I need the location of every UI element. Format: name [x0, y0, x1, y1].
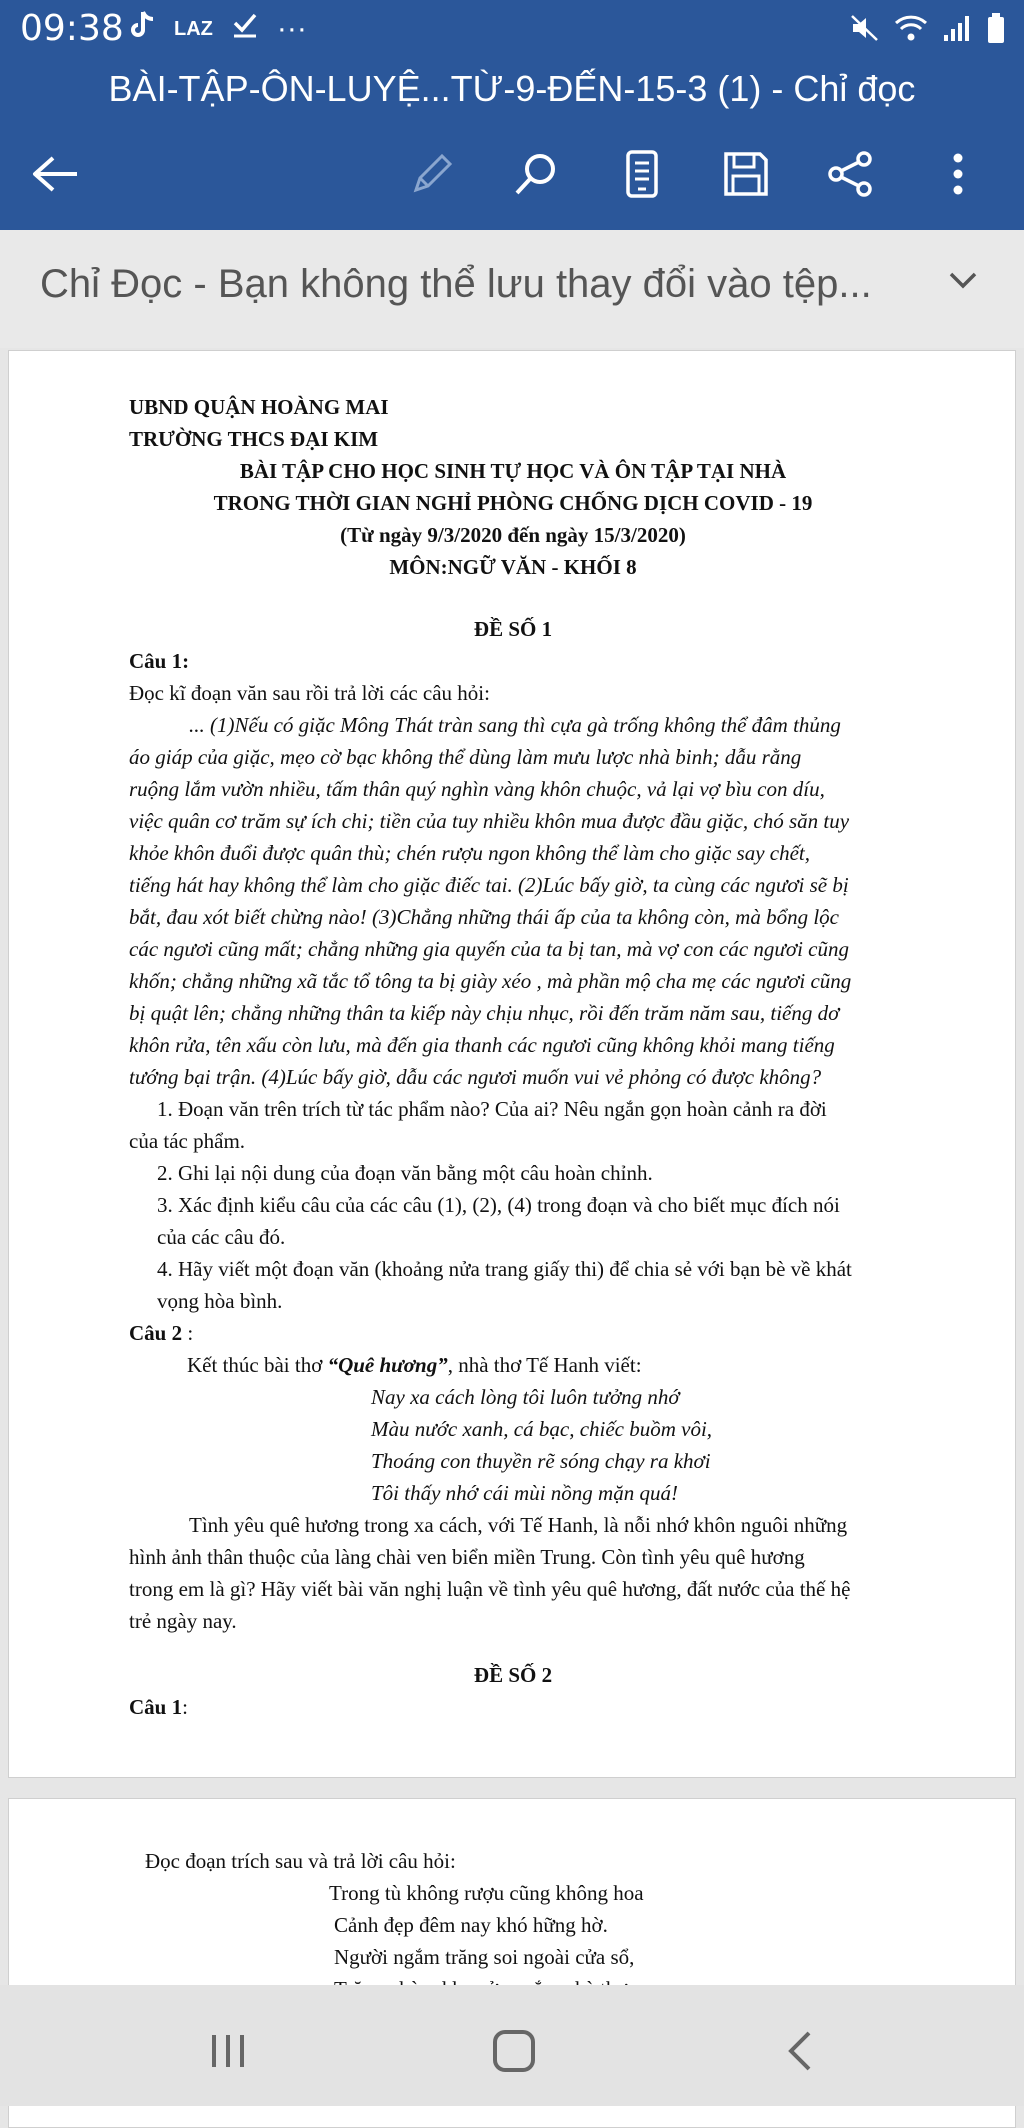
question-label-cau2: Câu 2	[129, 1321, 183, 1345]
doc-heading-2: TRONG THỜI GIAN NGHỈ PHÒNG CHỐNG DỊCH COVID - 19	[213, 491, 813, 515]
question-line: của tác phẩm.	[129, 1129, 246, 1153]
question-line: 1. Đoạn văn trên trích từ tác phẩm nào? Của ai? Nêu ngắn gọn hoàn cảnh ra đời	[157, 1097, 827, 1121]
document-title: BÀI-TẬP-ÔN-LUYỆ...TỪ-9-ĐẾN-15-3 (1) - Chỉ đọc	[108, 68, 916, 109]
passage-line: áo giáp của giặc, mẹo cờ bạc không thể dùng làm mưu lược nhà binh; dẫu rằng	[129, 745, 802, 769]
passage-line: khôn rửa, tên xấu còn lưu, mà đến gia thanh các ngươi cũng không khỏi mang tiếng	[129, 1033, 835, 1057]
p2-instruction: Đọc đoạn trích sau và trả lời câu hỏi:	[145, 1849, 456, 1873]
app-header	[0, 0, 1024, 230]
status-time: 09:38	[20, 8, 124, 49]
poem-line: Tôi thấy nhớ cái mùi nồng mặn quá!	[371, 1481, 678, 1505]
more-options-button[interactable]	[930, 146, 986, 202]
read-only-banner[interactable]	[0, 230, 1024, 348]
passage-line: tiếng hát hay không thể làm cho giặc điếc tai. (2)Lúc bấy giờ, ta cùng các ngươi sẽ bị	[129, 873, 849, 897]
passage-line: bắt, đau xót biết chừng nào! (3)Chẳng những thái ấp của ta không còn, mà bổng lộc	[129, 905, 839, 929]
essay-line: Tình yêu quê hương trong xa cách, với Tế Hanh, là nỗi nhớ khôn nguôi những	[189, 1513, 848, 1537]
more-icon	[948, 150, 968, 198]
search-button[interactable]	[508, 146, 564, 202]
p2-poem-line: Người ngắm trăng soi ngoài cửa sổ,	[334, 1945, 635, 1969]
question-label-cau1: Câu 1:	[129, 649, 190, 673]
poem-line: Thoáng con thuyền rẽ sóng chạy ra khơi	[371, 1449, 711, 1473]
edit-button[interactable]	[404, 146, 460, 202]
poem-title: “Quê hương”	[327, 1353, 448, 1377]
home-button[interactable]	[484, 2021, 544, 2081]
share-icon	[826, 150, 874, 198]
recent-apps-icon	[208, 2031, 248, 2071]
doc-heading-1: BÀI TẬP CHO HỌC SINH TỰ HỌC VÀ ÔN TẬP TẠI NHÀ	[239, 459, 787, 483]
poem-line: Nay xa cách lòng tôi luôn tưởng nhớ	[371, 1385, 680, 1409]
question-line: 2. Ghi lại nội dung của đoạn văn bằng một câu hoàn chỉnh.	[157, 1161, 653, 1185]
back-icon	[31, 154, 81, 194]
edit-pencil-icon	[408, 150, 456, 198]
recent-apps-button[interactable]	[198, 2021, 258, 2081]
question-line: vọng hòa bình.	[157, 1289, 283, 1313]
question-line: 3. Xác định kiểu câu của các câu (1), (2), (4) trong đoạn và cho biết mục đích nói	[157, 1193, 840, 1217]
cau2-intro-c: , nhà thơ Tế Hanh viết:	[447, 1353, 642, 1377]
cau2-intro-a: Kết thúc bài thơ	[187, 1353, 328, 1377]
p2-poem-line: Cảnh đẹp đêm nay khó hững hờ.	[334, 1913, 608, 1937]
passage-line: tướng bại trận. (4)Lúc bấy giờ, dẫu các ngươi muốn vui vẻ phỏng có được không?	[129, 1065, 822, 1089]
passage-line: các ngươi cũng mất; chẳng những gia quyến của ta bị tan, mà vợ con các ngươi cũng	[129, 937, 849, 961]
system-back-button[interactable]	[770, 2021, 830, 2081]
question-line: của các câu đó.	[157, 1225, 286, 1249]
signal-icon	[942, 13, 972, 48]
section-heading-de2: ĐỀ SỐ 2	[473, 1663, 553, 1687]
save-icon	[722, 150, 770, 198]
org-line-2: TRƯỜNG THCS ĐẠI KIM	[129, 427, 379, 451]
system-navigation-bar	[0, 1985, 1024, 2106]
passage-line: ... (1)Nếu có giặc Mông Thát tràn sang thì cựa gà trống không thể đâm thủng	[189, 713, 841, 737]
passage-line: khốn; chẳng những xã tắc tổ tông ta bị giày xéo , mà phần mộ cha mẹ các ngươi cũng	[129, 969, 852, 993]
search-icon	[512, 150, 560, 198]
doc-dates: (Từ ngày 9/3/2020 đến ngày 15/3/2020)	[340, 523, 686, 547]
p2-poem-line: Trong tù không rượu cũng không hoa	[329, 1881, 644, 1905]
tiktok-icon	[130, 10, 156, 48]
home-icon	[491, 2028, 537, 2074]
reading-view-button[interactable]	[614, 146, 670, 202]
essay-line: trẻ ngày nay.	[129, 1609, 237, 1633]
de2-question-line	[129, 1695, 188, 1720]
doc-subject: MÔN:NGỮ VĂN - KHỐI 8	[389, 555, 637, 579]
download-check-icon	[231, 11, 259, 47]
lazada-icon: LAZ	[174, 17, 213, 40]
org-line-1: UBND QUẬN HOÀNG MAI	[129, 395, 389, 419]
passage-line: ruộng lắm vườn nhiều, tấm thân quý nghìn vàng khôn chuộc, vả lại vợ bìu con díu,	[129, 777, 825, 801]
back-button[interactable]	[28, 146, 84, 202]
section-heading-de1: ĐỀ SỐ 1	[473, 617, 553, 641]
essay-line: hình ảnh thân thuộc của làng chài ven biển miền Trung. Còn tình yêu quê hương	[129, 1545, 805, 1569]
poem-line: Màu nước xanh, cá bạc, chiếc buồm vôi,	[371, 1417, 713, 1441]
read-only-message: Chỉ Đọc - Bạn không thể lưu thay đổi vào tệp...	[40, 262, 872, 306]
document-page-1	[8, 350, 1016, 1778]
de2-question-label: Câu 1	[129, 1695, 183, 1719]
share-button[interactable]	[822, 146, 878, 202]
essay-line: trong em là gì? Hãy viết bài văn nghị luận về tình yêu quê hương, đất nước của thế hệ	[129, 1577, 851, 1601]
more-dots-icon: ···	[276, 12, 307, 45]
save-button[interactable]	[718, 146, 774, 202]
de2-question-colon: :	[182, 1695, 188, 1719]
reading-view-icon	[622, 149, 662, 199]
question-label-cau2-line	[129, 1321, 193, 1346]
battery-icon	[986, 12, 1006, 49]
wifi-icon	[894, 13, 928, 48]
cau2-intro	[187, 1353, 642, 1378]
chevron-down-icon[interactable]	[948, 270, 978, 295]
question-label-cau2-colon: :	[182, 1321, 194, 1345]
status-bar	[0, 0, 1024, 62]
toolbar	[0, 138, 1024, 208]
passage-line: bị quật lên; chẳng những thân ta kiếp này chịu nhục, rồi đến trăm năm sau, tiếng dơ	[129, 1001, 840, 1025]
question-line: 4. Hãy viết một đoạn văn (khoảng nửa trang giấy thi) để chia sẻ với bạn bè về khát	[157, 1257, 852, 1281]
back-nav-icon	[785, 2029, 815, 2073]
instruction-text: Đọc kĩ đoạn văn sau rồi trả lời các câu hỏi:	[129, 681, 490, 705]
passage-line: việc quân cơ trăm sự ích chi; tiền của tuy nhiều khôn mua được đầu giặc, chó săn tuy	[129, 809, 850, 833]
passage-line: khỏe khôn đuổi được quân thù; chén rượu ngon không thể làm cho giặc say chết,	[129, 841, 811, 865]
mute-icon	[850, 13, 880, 48]
